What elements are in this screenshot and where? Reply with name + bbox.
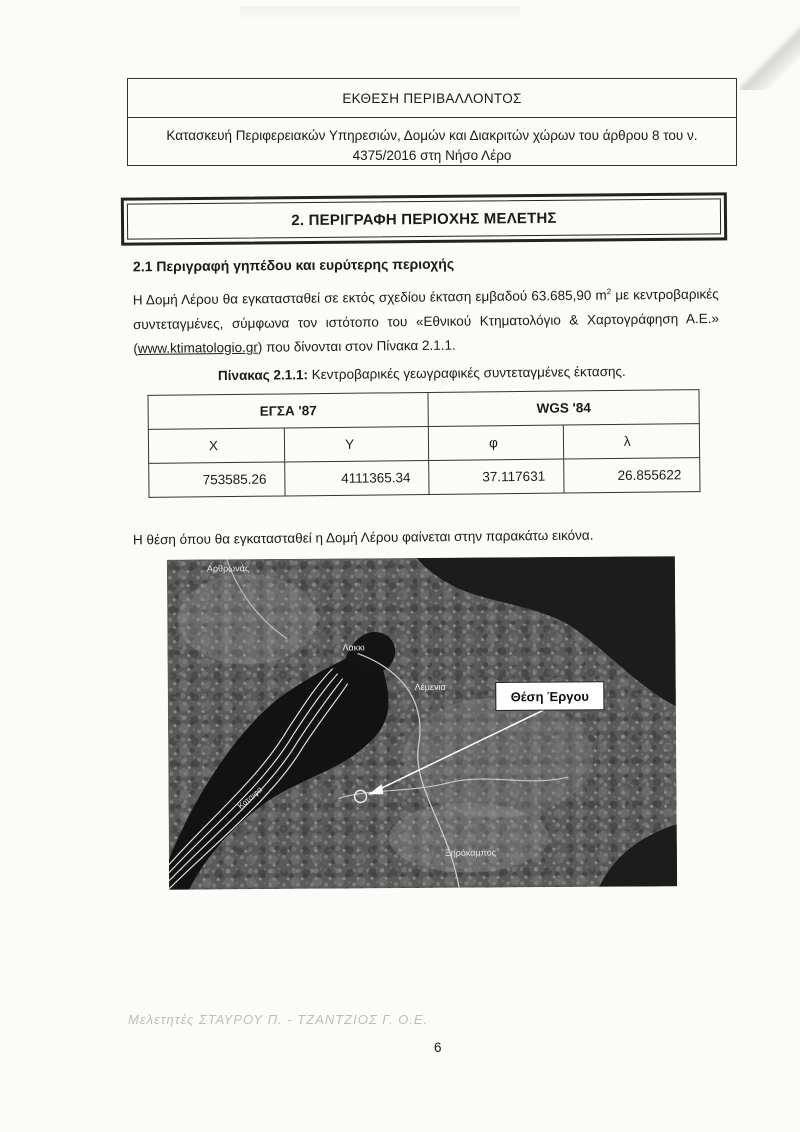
section-title: 2. ΠΕΡΙΓΡΑΦΗ ΠΕΡΙΟΧΗΣ ΜΕΛΕΤΗΣ xyxy=(127,198,721,239)
table-caption-text: Κεντροβαρικές γεωγραφικές συντεταγμένες έκτασης. xyxy=(307,363,626,383)
column-phi: φ xyxy=(428,425,563,460)
footer-firm-name: Μελετητές ΣΤΑΥΡΟΥ Π. - ΤΖΑΝΤΖΙΟΣ Γ. Ο.Ε. xyxy=(128,1012,429,1027)
table-header-row xyxy=(148,424,699,464)
map-label-lakki: Λακκι xyxy=(342,642,365,653)
group-wgs84: WGS '84 xyxy=(428,390,699,427)
column-x: X xyxy=(148,428,284,463)
ktimatologio-link[interactable]: www.ktimatologio.gr xyxy=(137,339,258,356)
table-group-row xyxy=(148,390,699,430)
map-label-lemenia: Λέμενια xyxy=(414,681,446,693)
satellite-map xyxy=(167,556,677,890)
map-callout: Θέση Έργου xyxy=(510,688,590,705)
area-unit-exponent: 2 xyxy=(606,287,612,297)
body-paragraph xyxy=(133,279,720,361)
column-lambda: λ xyxy=(563,424,700,459)
table-row xyxy=(149,458,700,498)
section-heading-box xyxy=(121,192,727,245)
value-y: 4111365.34 xyxy=(285,460,429,496)
map-label-arthronas: Αρθρωνάς xyxy=(206,563,250,574)
map-label-kotsifa: Κοτσιφα xyxy=(236,785,265,811)
image-intro-text: Η θέση όπου θα εγκατασταθεί η Δομή Λέρου φαίνεται στην παρακάτω εικόνα. xyxy=(132,527,594,548)
paragraph-text-2: με κεντροβαρικές συντεταγμένες, σύμφωνα τον ιστότοπο του «Εθνικού Κτηματολόγιο & Χαρτογράφηση Α.Ε.» ( xyxy=(132,286,720,356)
coordinates-table xyxy=(147,389,700,498)
page-number: 6 xyxy=(434,1040,442,1055)
value-lambda: 26.855622 xyxy=(563,458,700,493)
document-title: ΕΚΘΕΣΗ ΠΕΡΙΒΑΛΛΟΝΤΟΣ xyxy=(128,79,736,118)
document-subtitle: Κατασκευή Περιφερειακών Υπηρεσιών, Δομών και Διακριτών χώρων του άρθρου 8 του ν. 4375/2016 στη Νήσο Λέρο xyxy=(166,128,698,163)
table-caption xyxy=(218,364,626,383)
map-label-xirokampos: Ξηρόκαμπος xyxy=(444,847,497,858)
column-y: Y xyxy=(284,426,428,462)
subsection-heading: 2.1 Περιγραφή γηπέδου και ευρύτερης περιοχής xyxy=(132,255,455,275)
paragraph-text-1: Η Δομή Λέρου θα εγκατασταθεί σε εκτός σχεδίου έκταση εμβαδού 63.685,90 m xyxy=(132,287,607,308)
group-egsa87: ΕΓΣΑ '87 xyxy=(148,392,428,429)
value-phi: 37.117631 xyxy=(429,459,564,494)
value-x: 753585.26 xyxy=(149,462,285,497)
scan-shadow-corner xyxy=(740,0,800,90)
scan-shadow-top xyxy=(240,6,520,22)
paragraph-text-3: ) που δίνονται στον Πίνακα 2.1.1. xyxy=(257,337,456,355)
table-caption-label: Πίνακας 2.1.1: xyxy=(217,367,309,384)
document-header xyxy=(127,78,737,166)
